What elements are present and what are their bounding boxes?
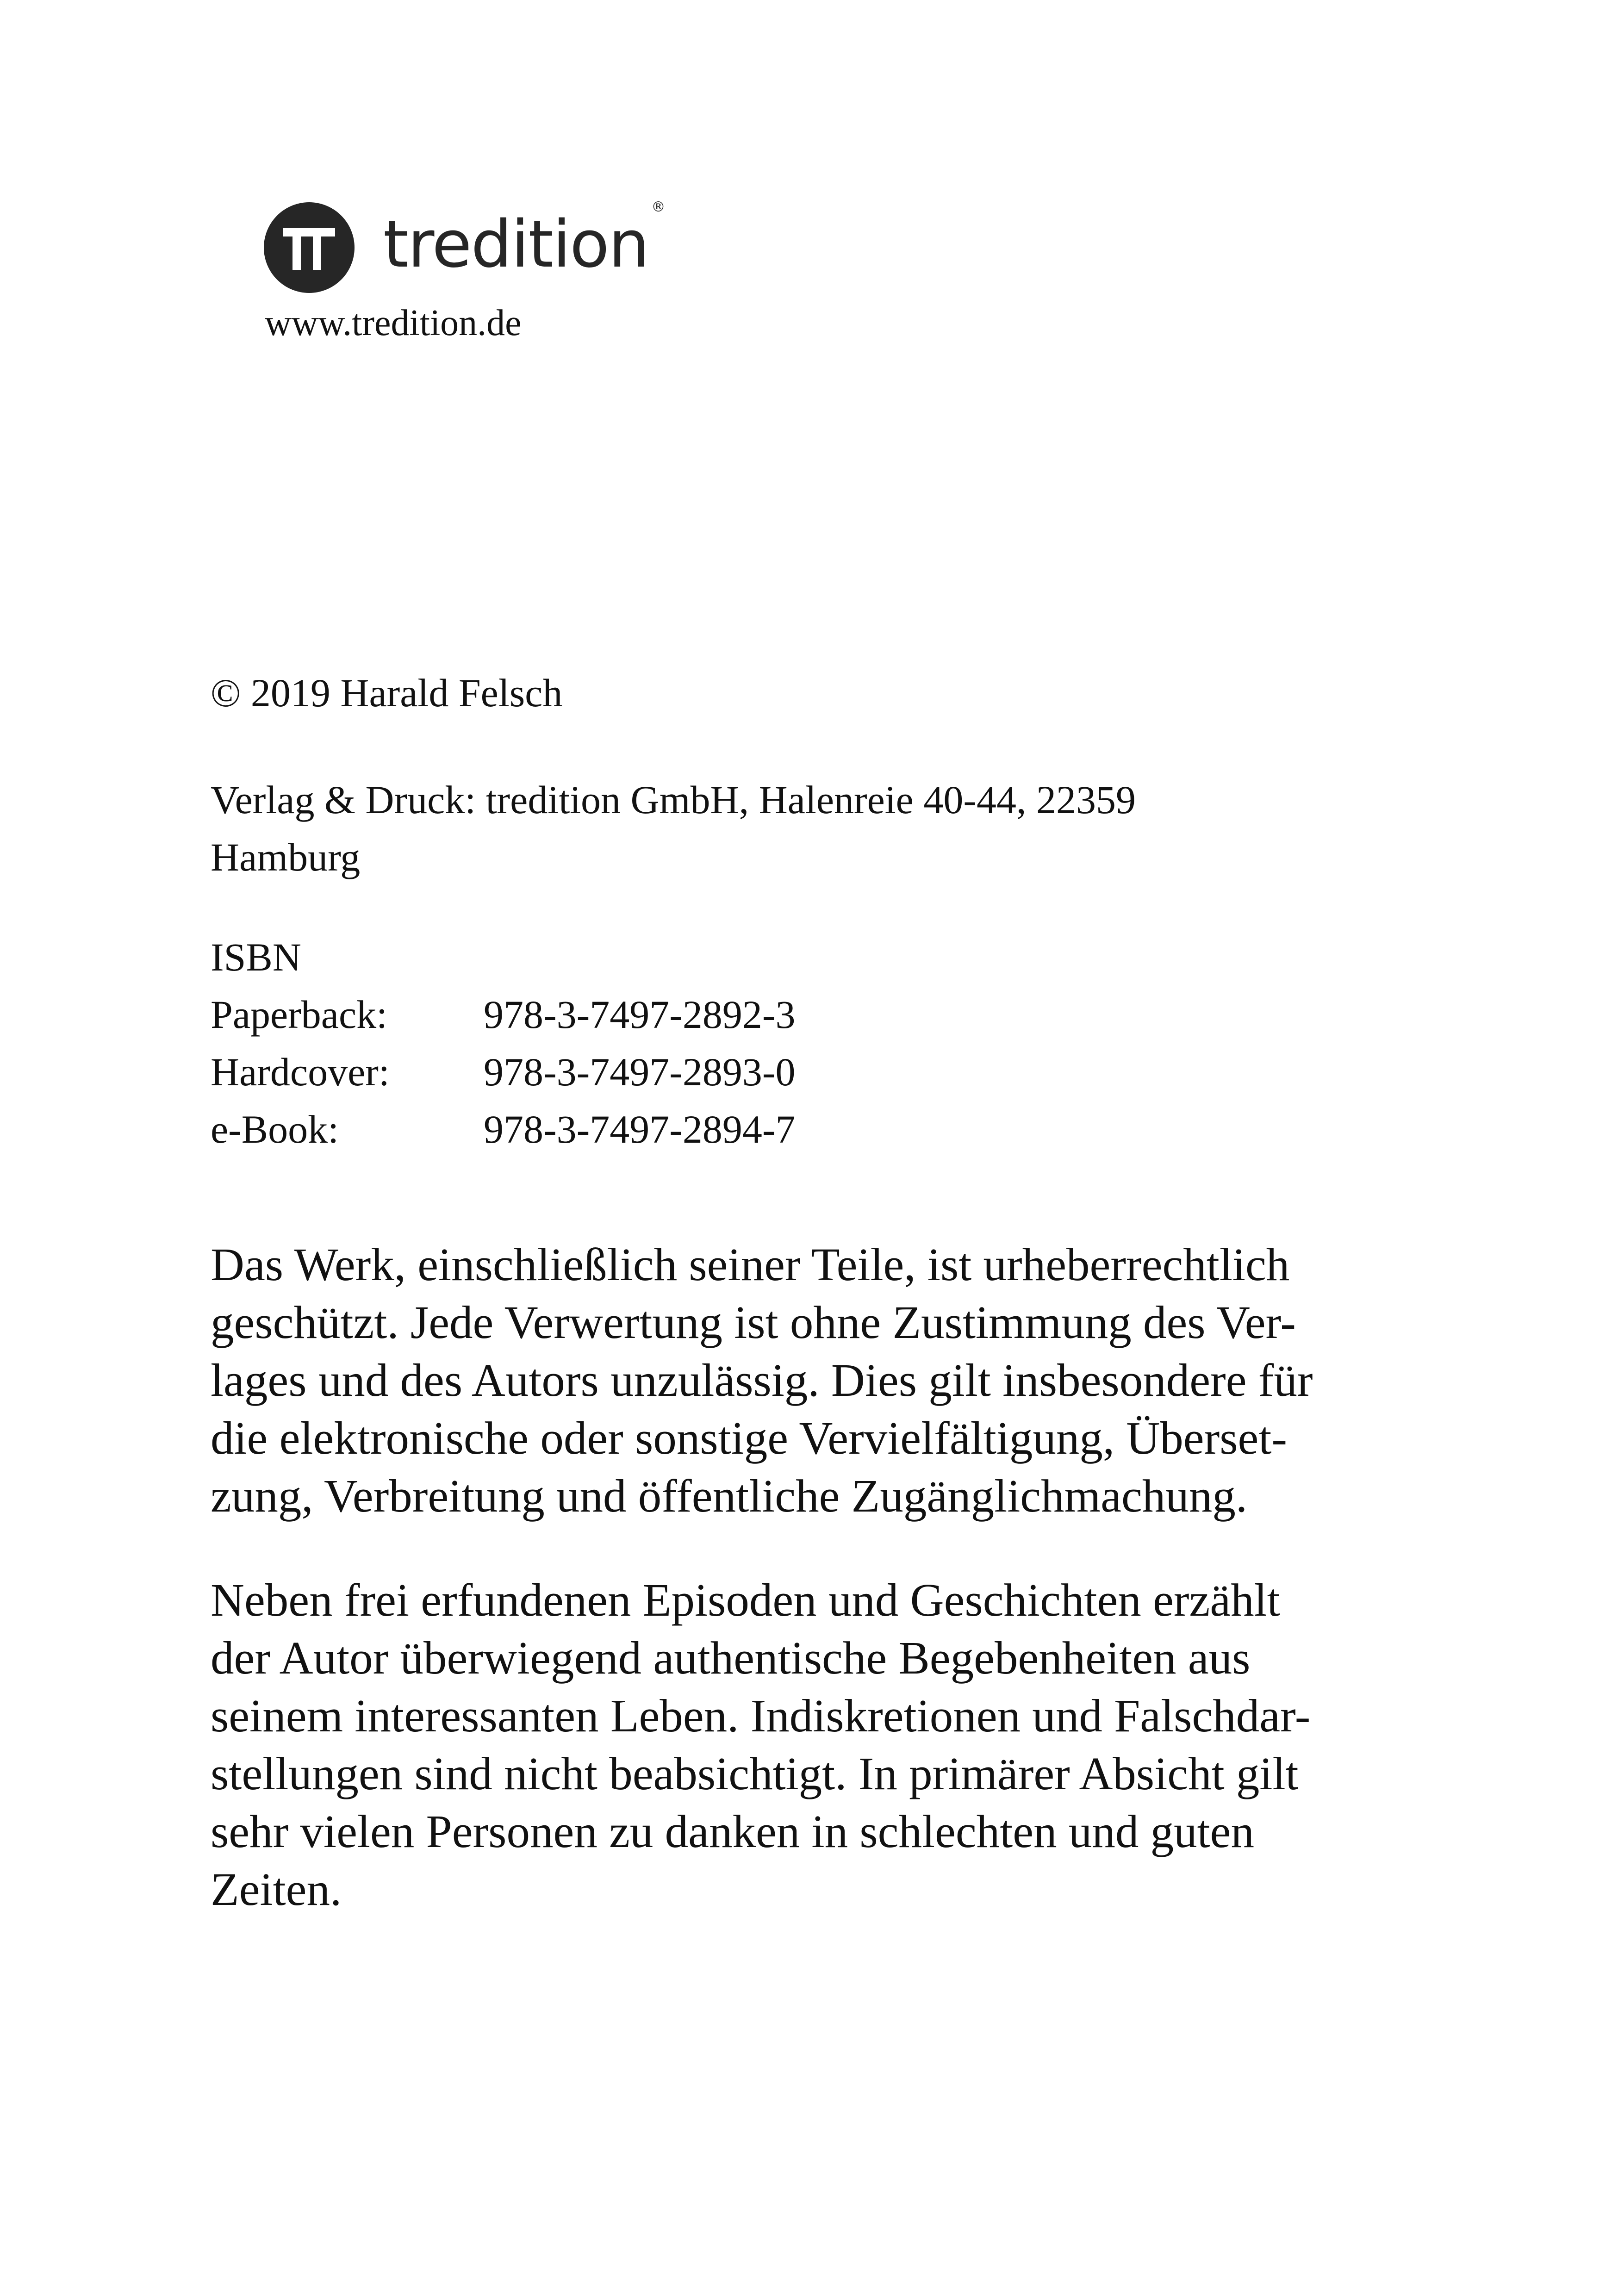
paragraph-line: Zeiten. <box>211 1863 342 1915</box>
isbn-label: e-Book: <box>211 1107 339 1151</box>
paragraph-line: sehr vielen Personen zu danken in schlechten und guten <box>211 1805 1254 1857</box>
paragraph-line: geschützt. Jede Verwertung ist ohne Zustimmung des Ver- <box>211 1296 1296 1348</box>
publisher-address <box>211 771 1460 886</box>
paragraph-line: Das Werk, einschließlich seiner Teile, ist urheberrechtlich <box>211 1238 1290 1290</box>
paragraph-line: seinem interessanten Leben. Indiskretionen und Falschdar- <box>211 1690 1311 1742</box>
publisher-url: www.tredition.de <box>265 303 522 343</box>
paragraph-line: stellungen sind nicht beabsichtigt. In primärer Absicht gilt <box>211 1748 1299 1799</box>
copyright-notice-paragraph <box>211 1236 1437 1525</box>
publisher-address-line: Verlag & Druck: tredition GmbH, Halenreie 40-44, 22359 <box>211 778 1136 822</box>
isbn-heading: ISBN <box>211 935 301 979</box>
paragraph-line: die elektronische oder sonstige Vervielfältigung, Überset- <box>211 1412 1288 1464</box>
paragraph-line: Neben frei erfundenen Episoden und Geschichten erzählt <box>211 1574 1280 1626</box>
logo-wordmark: tredition <box>383 207 649 282</box>
isbn-label: Hardcover: <box>211 1050 390 1094</box>
isbn-label: Paperback: <box>211 992 388 1037</box>
isbn-block <box>211 928 796 1158</box>
tredition-logo <box>263 201 665 294</box>
registered-mark: ® <box>651 199 666 215</box>
paragraph-line: lages und des Autors unzulässig. Dies gilt insbesondere für <box>211 1354 1313 1406</box>
copyright-line: © 2019 Harald Felsch <box>211 671 563 715</box>
isbn-row <box>211 1043 796 1101</box>
isbn-row <box>211 986 796 1043</box>
isbn-row <box>211 1101 796 1158</box>
publisher-address-line: Hamburg <box>211 835 361 879</box>
paragraph-line: zung, Verbreitung und öffentliche Zugänglichmachung. <box>211 1470 1248 1522</box>
paragraph-line: der Autor überwiegend authentische Begebenheiten aus <box>211 1632 1251 1684</box>
isbn-value: 978-3-7497-2894-7 <box>484 1107 796 1151</box>
tredition-logo-icon <box>263 201 355 294</box>
disclaimer-paragraph <box>211 1571 1437 1918</box>
isbn-value: 978-3-7497-2892-3 <box>484 992 796 1037</box>
isbn-value: 978-3-7497-2893-0 <box>484 1050 796 1094</box>
